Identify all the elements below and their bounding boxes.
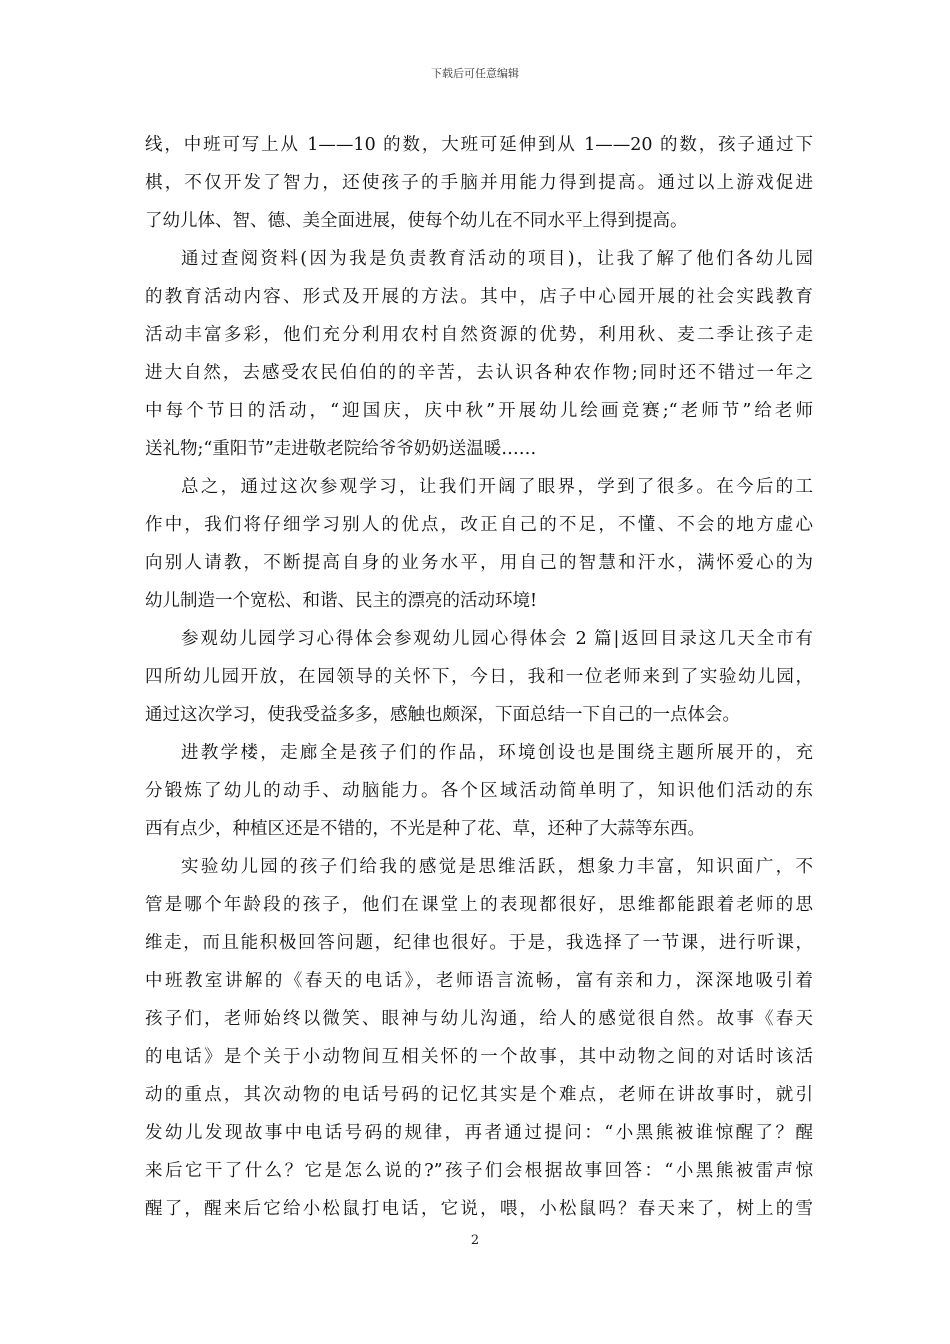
page-header-note: 下载后可任意编辑 [431, 67, 519, 80]
text-line: 作中，我们将仔细学习别人的优点，改正自己的不足，不懂、不会的地方虚心 [145, 515, 813, 535]
text-line: 醒了，醒来后它给小松鼠打电话，它说，喂，小松鼠吗？春天来了，树上的雪 [145, 1199, 813, 1219]
text-line: 孩子们，老师始终以微笑、眼神与幼儿沟通，给人的感觉很自然。故事《春天 [145, 1009, 813, 1029]
text-line: 维走，而且能积极回答问题，纪律也很好。于是，我选择了一节课，进行听课， [145, 933, 813, 953]
text-line: 西有点少，种植区还是不错的，不光是种了花、草，还种了大蒜等东西。 [145, 819, 705, 839]
text-line: 发幼儿发现故事中电话号码的规律，再者通过提问：“小黑熊被谁惊醒了？醒 [145, 1123, 813, 1143]
text-line: 的电话》是个关于小动物间互相关怀的一个故事，其中动物之间的对话时该活 [145, 1047, 813, 1067]
text-line: 的教育活动内容、形式及开展的方法。其中，店子中心园开展的社会实践教育 [145, 287, 813, 307]
text-line: 幼儿制造一个宽松、和谐、民主的漂亮的活动环境! [145, 591, 538, 611]
text-line: 进教学楼，走廊全是孩子们的作品，环境创设也是围绕主题所展开的，充 [181, 743, 813, 763]
text-line: 总之，通过这次参观学习，让我们开阔了眼界，学到了很多。在今后的工 [181, 477, 813, 497]
text-line: 中班教室讲解的《春天的电话》，老师语言流畅，富有亲和力，深深地吸引着 [145, 971, 813, 991]
text-line: 四所幼儿园开放，在园领导的关怀下，今日，我和一位老师来到了实验幼儿园， [145, 667, 813, 687]
text-line: 线，中班可写上从 1——10 的数，大班可延伸到从 1——20 的数，孩子通过下 [145, 135, 813, 155]
text-line: 分锻炼了幼儿的动手、动脑能力。各个区域活动简单明了，知识他们活动的东 [145, 781, 813, 801]
text-line: 棋，不仅开发了智力，还使孩子的手脑并用能力得到提高。通过以上游戏促进 [145, 173, 813, 193]
text-line: 中每个节日的活动，“迎国庆，庆中秋”开展幼儿绘画竞赛;“老师节”给老师 [145, 401, 813, 421]
text-line: 动的重点，其次动物的电话号码的记忆其实是个难点，老师在讲故事时，就引 [145, 1085, 813, 1105]
text-line: 实验幼儿园的孩子们给我的感觉是思维活跃，想象力丰富，知识面广，不 [181, 857, 813, 877]
page-number: 2 [470, 1233, 480, 1248]
text-line: 进大自然，去感受农民伯伯的的辛苦，去认识各种农作物;同时还不错过一年之 [145, 363, 813, 383]
text-line: 来后它干了什么？它是怎么说的?”孩子们会根据故事回答：“小黑熊被雷声惊 [145, 1161, 813, 1181]
text-line: 通过这次学习，使我受益多多，感触也颇深，下面总结一下自己的一点体会。 [145, 705, 740, 725]
text-line: 管是哪个年龄段的孩子，他们在课堂上的表现都很好，思维都能跟着老师的思 [145, 895, 813, 915]
text-line: 了幼儿体、智、德、美全面进展，使每个幼儿在不同水平上得到提高。 [145, 211, 688, 231]
text-line: 向别人请教，不断提高自身的业务水平，用自己的智慧和汗水，满怀爱心的为 [145, 553, 813, 573]
text-line: 参观幼儿园学习心得体会参观幼儿园心得体会 2 篇|返回目录这几天全市有 [181, 629, 813, 649]
text-line: 活动丰富多彩，他们充分利用农村自然资源的优势，利用秋、麦二季让孩子走 [145, 325, 813, 345]
document-body [145, 126, 813, 1228]
text-line: 通过查阅资料(因为我是负责教育活动的项目)，让我了解了他们各幼儿园 [181, 249, 813, 269]
text-line: 送礼物;“重阳节”走进敬老院给爷爷奶奶送温暖…… [145, 439, 537, 459]
